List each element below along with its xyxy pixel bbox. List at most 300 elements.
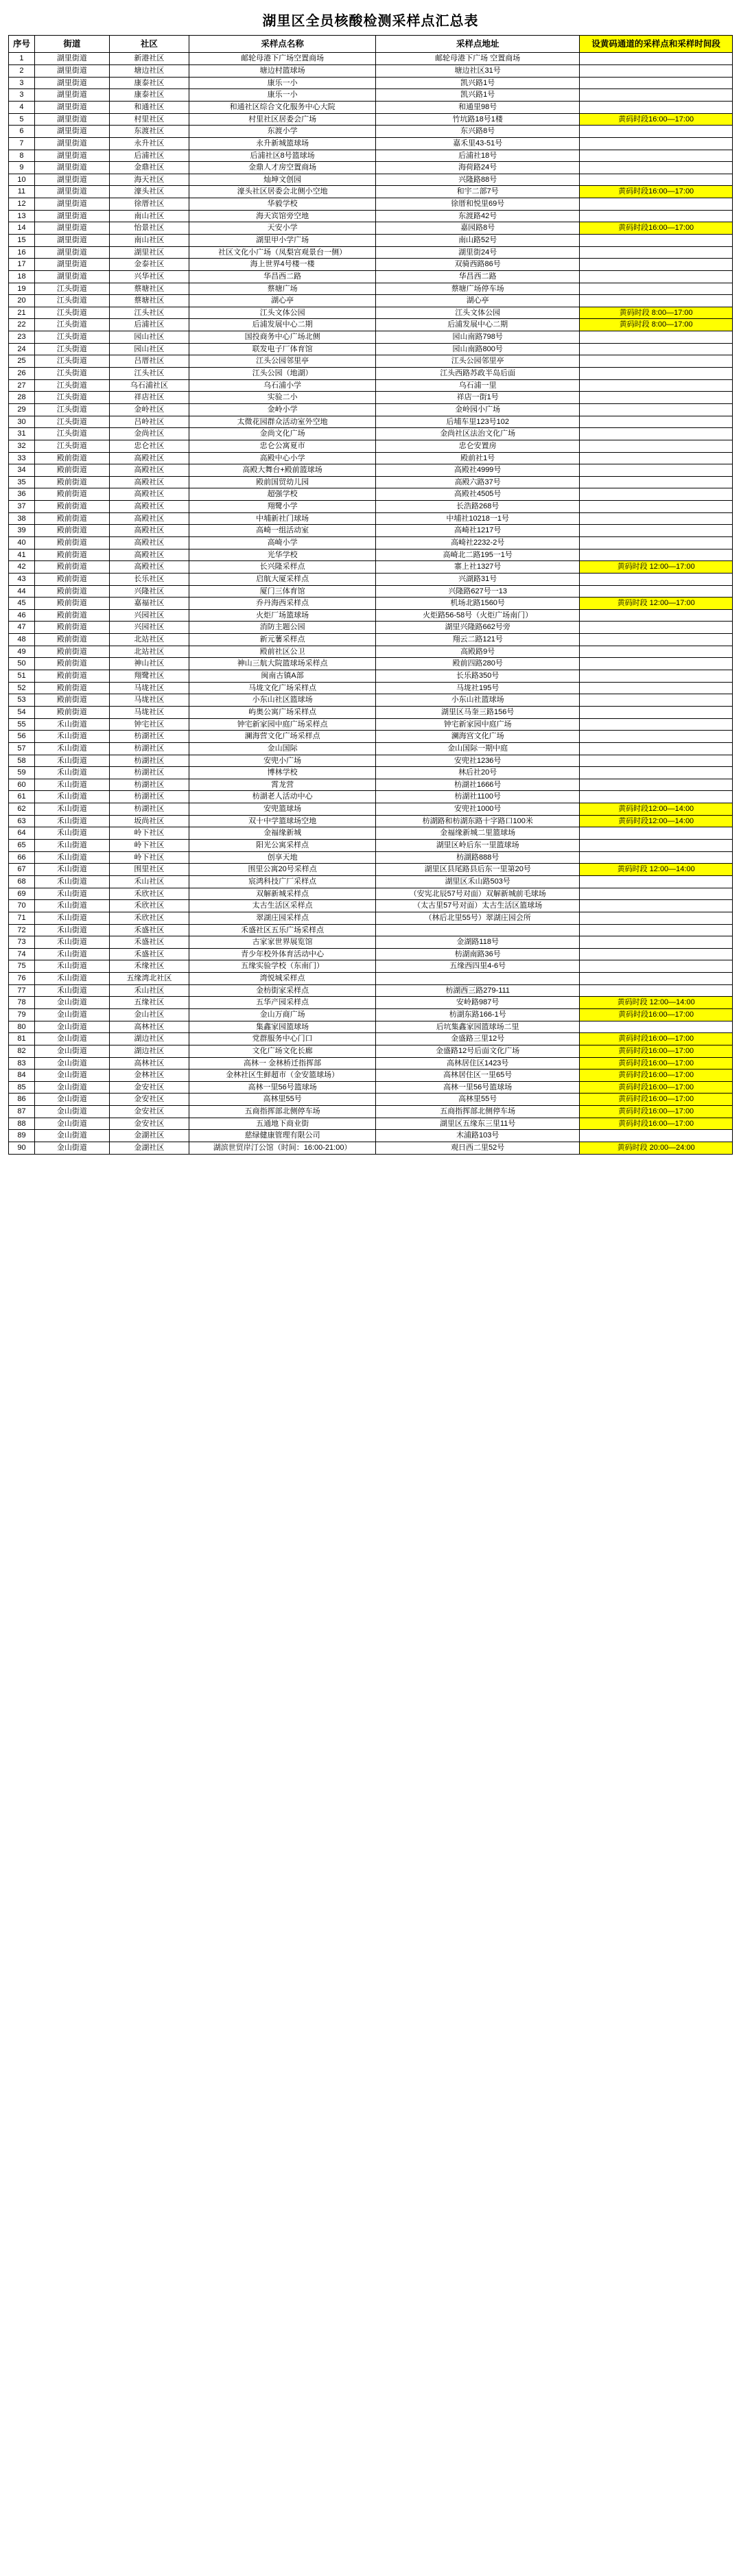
cell-site-name: 东渡小学 <box>189 126 376 138</box>
cell-yellow-code <box>580 755 733 767</box>
cell-site-name: 消防主题公园 <box>189 622 376 634</box>
table-row <box>9 343 733 355</box>
cell-street: 禾山街道 <box>34 815 109 827</box>
cell-site-name: 江头文体公园 <box>189 307 376 319</box>
cell-site-address: 忠仑安置房 <box>376 440 580 452</box>
cell-street: 江头街道 <box>34 307 109 319</box>
cell-site-name: 长兴隆采样点 <box>189 561 376 574</box>
cell-site-address: （太古里57号对面）太古生活区篮球场 <box>376 900 580 912</box>
table-row <box>9 658 733 670</box>
cell-site-name: 五缘实验学校（东南门） <box>189 960 376 973</box>
cell-yellow-code: 黄码时段16:00—17:00 <box>580 1033 733 1045</box>
cell-site-address: 嘉园路8号 <box>376 222 580 235</box>
cell-street: 金山街道 <box>34 1033 109 1045</box>
table-row <box>9 525 733 537</box>
cell-yellow-code <box>580 973 733 985</box>
cell-community: 岭下社区 <box>109 851 189 864</box>
cell-street: 殿前街道 <box>34 658 109 670</box>
table-row <box>9 368 733 380</box>
table-row <box>9 307 733 319</box>
cell-site-address: 后浦社18号 <box>376 150 580 162</box>
cell-community: 高林社区 <box>109 1021 189 1033</box>
table-row <box>9 864 733 876</box>
cell-yellow-code <box>580 343 733 355</box>
cell-community: 高殿社区 <box>109 512 189 525</box>
cell-yellow-code <box>580 549 733 561</box>
cell-community: 兴园社区 <box>109 609 189 622</box>
cell-site-address: 湖里区县尾路县后东一里第20号 <box>376 864 580 876</box>
cell-community: 高林社区 <box>109 1057 189 1070</box>
cell-street: 殿前街道 <box>34 476 109 488</box>
cell-community: 金安社区 <box>109 1118 189 1130</box>
cell-yellow-code <box>580 77 733 89</box>
cell-community: 禾缘社区 <box>109 960 189 973</box>
cell-site-address: 兴湖路31号 <box>376 573 580 585</box>
cell-community: 湖边社区 <box>109 1033 189 1045</box>
cell-index: 62 <box>9 803 35 816</box>
cell-site-address: 高崎社1217号 <box>376 525 580 537</box>
cell-yellow-code: 黄码时段12:00—14:00 <box>580 803 733 816</box>
cell-site-address: 钟宅新家园中庭广场 <box>376 718 580 731</box>
table-row <box>9 1057 733 1070</box>
cell-index: 61 <box>9 791 35 803</box>
cell-street: 金山街道 <box>34 1142 109 1155</box>
cell-street: 湖里街道 <box>34 234 109 246</box>
cell-yellow-code <box>580 525 733 537</box>
cell-site-name: 高崎小学 <box>189 537 376 550</box>
column-header-site-name: 采样点名称 <box>189 36 376 53</box>
cell-site-address: 枋湖路和枋湖东路十字路口100米 <box>376 815 580 827</box>
table-row <box>9 403 733 416</box>
cell-site-name: 光华学校 <box>189 549 376 561</box>
cell-community: 新港社区 <box>109 53 189 65</box>
cell-yellow-code <box>580 270 733 283</box>
cell-site-name: 启航大厦采样点 <box>189 573 376 585</box>
cell-yellow-code <box>580 89 733 102</box>
cell-site-name: 金鼎人才房空置商场 <box>189 162 376 174</box>
cell-street: 湖里街道 <box>34 222 109 235</box>
cell-site-name: 霄龙营 <box>189 779 376 791</box>
cell-index: 18 <box>9 270 35 283</box>
cell-community: 岭下社区 <box>109 840 189 852</box>
cell-site-address: 金岭园小广场 <box>376 403 580 416</box>
cell-site-name: 澜海营文化广场采样点 <box>189 731 376 743</box>
cell-yellow-code <box>580 537 733 550</box>
cell-site-address: 高林居住区1423号 <box>376 1057 580 1070</box>
cell-community: 马垅社区 <box>109 706 189 718</box>
document-page <box>0 0 741 1161</box>
cell-street: 殿前街道 <box>34 622 109 634</box>
cell-index: 89 <box>9 1130 35 1142</box>
cell-community: 东渡社区 <box>109 126 189 138</box>
cell-street: 禾山街道 <box>34 742 109 755</box>
table-row <box>9 77 733 89</box>
cell-index: 75 <box>9 960 35 973</box>
cell-site-name: 阳光公寓采样点 <box>189 840 376 852</box>
cell-index: 77 <box>9 984 35 997</box>
cell-yellow-code <box>580 283 733 295</box>
cell-site-address: 中埔社10218一1号 <box>376 512 580 525</box>
cell-index: 30 <box>9 416 35 428</box>
cell-site-name: 双十中学篮球场空地 <box>189 815 376 827</box>
cell-index: 9 <box>9 162 35 174</box>
cell-site-address <box>376 924 580 936</box>
cell-site-name: 乔丹海西采样点 <box>189 598 376 610</box>
table-row <box>9 355 733 368</box>
cell-index: 26 <box>9 368 35 380</box>
cell-site-name: 塘边村篮球场 <box>189 65 376 78</box>
cell-community: 和通社区 <box>109 101 189 113</box>
cell-index: 41 <box>9 549 35 561</box>
cell-community: 坂尚社区 <box>109 815 189 827</box>
cell-community: 金鼎社区 <box>109 162 189 174</box>
cell-yellow-code <box>580 924 733 936</box>
cell-street: 湖里街道 <box>34 270 109 283</box>
cell-street: 禾山街道 <box>34 912 109 924</box>
cell-street: 殿前街道 <box>34 706 109 718</box>
table-row <box>9 742 733 755</box>
cell-yellow-code <box>580 174 733 186</box>
cell-index: 3 <box>9 89 35 102</box>
cell-index: 86 <box>9 1094 35 1106</box>
cell-community: 枋湖社区 <box>109 755 189 767</box>
cell-street: 江头街道 <box>34 416 109 428</box>
cell-yellow-code: 黄码时段 8:00—17:00 <box>580 319 733 331</box>
cell-yellow-code <box>580 634 733 646</box>
cell-site-name: 高林里55号 <box>189 1094 376 1106</box>
cell-yellow-code <box>580 1130 733 1142</box>
cell-community: 乌石浦社区 <box>109 379 189 392</box>
cell-yellow-code <box>580 428 733 440</box>
cell-site-address: （安宪北辰57号对面）双解新城前毛球场 <box>376 888 580 900</box>
cell-yellow-code: 黄码时段16:00—17:00 <box>580 186 733 198</box>
column-header-site-address: 采样点地址 <box>376 36 580 53</box>
cell-yellow-code <box>580 658 733 670</box>
table-row <box>9 561 733 574</box>
cell-community: 金湖社区 <box>109 1142 189 1155</box>
cell-site-address: 五商指挥部北侧停车场 <box>376 1106 580 1118</box>
cell-index: 48 <box>9 634 35 646</box>
cell-site-address: 枋湖南路36号 <box>376 948 580 960</box>
cell-community: 翔鹭社区 <box>109 670 189 683</box>
cell-street: 江头街道 <box>34 392 109 404</box>
cell-site-name: 超强学校 <box>189 488 376 501</box>
table-row <box>9 476 733 488</box>
cell-community: 高殿社区 <box>109 488 189 501</box>
cell-index: 28 <box>9 392 35 404</box>
cell-street: 湖里街道 <box>34 150 109 162</box>
cell-site-name: 社区文化小广场（凤梨宫观景台一侧） <box>189 246 376 259</box>
cell-site-name: 中埔新社门球场 <box>189 512 376 525</box>
cell-site-address: 海荷路24号 <box>376 162 580 174</box>
cell-site-address: 安岭路987号 <box>376 997 580 1009</box>
table-row <box>9 585 733 598</box>
cell-site-name: 高崎一组活动室 <box>189 525 376 537</box>
cell-community: 金岭社区 <box>109 403 189 416</box>
cell-site-address: 江头西路苏政半岛后面 <box>376 368 580 380</box>
cell-community: 北站社区 <box>109 634 189 646</box>
cell-street: 殿前街道 <box>34 694 109 707</box>
table-row <box>9 997 733 1009</box>
cell-site-name: 创享天地 <box>189 851 376 864</box>
cell-street: 江头街道 <box>34 368 109 380</box>
cell-site-name: 海天宾馆旁空地 <box>189 210 376 222</box>
cell-site-address: 五缘西四里4-6号 <box>376 960 580 973</box>
cell-street: 湖里街道 <box>34 65 109 78</box>
table-row <box>9 767 733 779</box>
cell-yellow-code: 黄码时段16:00—17:00 <box>580 1118 733 1130</box>
cell-site-address: 园山南路798号 <box>376 331 580 344</box>
cell-community: 海天社区 <box>109 174 189 186</box>
cell-site-name: 华毅学校 <box>189 198 376 211</box>
cell-community: 五缘社区 <box>109 997 189 1009</box>
cell-yellow-code: 黄码时段16:00—17:00 <box>580 113 733 126</box>
cell-site-name: 五通地下商业街 <box>189 1118 376 1130</box>
cell-site-name: 太微花园群众活动室外空地 <box>189 416 376 428</box>
cell-community: 园山社区 <box>109 343 189 355</box>
cell-street: 殿前街道 <box>34 512 109 525</box>
cell-site-address: 寨上社1327号 <box>376 561 580 574</box>
cell-site-address: 湖里区马奎三路156号 <box>376 706 580 718</box>
cell-yellow-code: 黄码时段16:00—17:00 <box>580 1106 733 1118</box>
cell-index: 60 <box>9 779 35 791</box>
table-row <box>9 174 733 186</box>
table-row <box>9 840 733 852</box>
cell-index: 63 <box>9 815 35 827</box>
cell-yellow-code <box>580 53 733 65</box>
cell-yellow-code <box>580 488 733 501</box>
cell-yellow-code <box>580 137 733 150</box>
cell-index: 13 <box>9 210 35 222</box>
cell-street: 湖里街道 <box>34 53 109 65</box>
cell-site-address: 高林居住区一里65号 <box>376 1070 580 1082</box>
cell-community: 江头社区 <box>109 307 189 319</box>
cell-community: 枋湖社区 <box>109 779 189 791</box>
table-row <box>9 512 733 525</box>
cell-site-address: 高殿路9号 <box>376 646 580 658</box>
cell-index: 4 <box>9 101 35 113</box>
cell-community: 禾欣社区 <box>109 900 189 912</box>
cell-site-address: 凯兴路1号 <box>376 89 580 102</box>
cell-index: 58 <box>9 755 35 767</box>
cell-yellow-code <box>580 392 733 404</box>
cell-site-name: 安兜篮球场 <box>189 803 376 816</box>
cell-site-address: 金盛路三里12号 <box>376 1033 580 1045</box>
cell-street: 金山街道 <box>34 1021 109 1033</box>
cell-site-name: 屿奥公寓广场采样点 <box>189 706 376 718</box>
cell-index: 49 <box>9 646 35 658</box>
cell-yellow-code <box>580 126 733 138</box>
cell-community: 蔡塘社区 <box>109 295 189 307</box>
cell-community: 高殿社区 <box>109 549 189 561</box>
cell-index: 22 <box>9 319 35 331</box>
cell-site-name: 安兜小广场 <box>189 755 376 767</box>
cell-street: 江头街道 <box>34 403 109 416</box>
cell-street: 禾山街道 <box>34 767 109 779</box>
cell-index: 66 <box>9 851 35 864</box>
cell-yellow-code <box>580 452 733 464</box>
cell-yellow-code: 黄码时段12:00—14:00 <box>580 815 733 827</box>
table-row <box>9 1094 733 1106</box>
table-row <box>9 646 733 658</box>
cell-site-address: 兴隆路88号 <box>376 174 580 186</box>
cell-street: 禾山街道 <box>34 791 109 803</box>
cell-street: 禾山街道 <box>34 779 109 791</box>
table-row <box>9 210 733 222</box>
cell-yellow-code <box>580 331 733 344</box>
cell-community: 后浦社区 <box>109 319 189 331</box>
cell-site-address: 湖里区岭后东一里篮球场 <box>376 840 580 852</box>
cell-site-address: 和宇二部7号 <box>376 186 580 198</box>
cell-index: 64 <box>9 827 35 840</box>
cell-street: 湖里街道 <box>34 259 109 271</box>
cell-site-address: 高殿社4999号 <box>376 464 580 477</box>
table-row <box>9 150 733 162</box>
cell-index: 90 <box>9 1142 35 1155</box>
table-row <box>9 682 733 694</box>
cell-street: 禾山街道 <box>34 875 109 888</box>
table-row <box>9 573 733 585</box>
cell-site-name: 实验二小 <box>189 392 376 404</box>
cell-street: 金山街道 <box>34 997 109 1009</box>
cell-yellow-code: 黄码时段 12:00—14:00 <box>580 864 733 876</box>
cell-community: 岭下社区 <box>109 827 189 840</box>
cell-street: 湖里街道 <box>34 246 109 259</box>
cell-site-address: 双骑西路86号 <box>376 259 580 271</box>
table-row <box>9 137 733 150</box>
cell-site-name: 集鑫家园篮球场 <box>189 1021 376 1033</box>
cell-site-name: 厦门三体育馆 <box>189 585 376 598</box>
cell-site-name: 村里社区居委会广场 <box>189 113 376 126</box>
cell-street: 金山街道 <box>34 1094 109 1106</box>
cell-street: 湖里街道 <box>34 174 109 186</box>
cell-site-address: 长乐路350号 <box>376 670 580 683</box>
cell-index: 24 <box>9 343 35 355</box>
cell-yellow-code <box>580 379 733 392</box>
cell-street: 殿前街道 <box>34 670 109 683</box>
cell-yellow-code <box>580 403 733 416</box>
column-header-yellow-code: 设黄码通道的采样点和采样时间段 <box>580 36 733 53</box>
cell-site-address: 枋湖西三路279-111 <box>376 984 580 997</box>
cell-street: 金山街道 <box>34 1070 109 1082</box>
table-row <box>9 791 733 803</box>
cell-index: 78 <box>9 997 35 1009</box>
table-row <box>9 815 733 827</box>
table-row <box>9 960 733 973</box>
cell-index: 42 <box>9 561 35 574</box>
cell-street: 殿前街道 <box>34 537 109 550</box>
cell-site-name: 殿前社区公卫 <box>189 646 376 658</box>
cell-index: 47 <box>9 622 35 634</box>
cell-community: 后浦社区 <box>109 150 189 162</box>
cell-yellow-code <box>580 101 733 113</box>
cell-index: 5 <box>9 113 35 126</box>
cell-community: 枋湖社区 <box>109 803 189 816</box>
cell-site-name: 后浦发展中心二期 <box>189 319 376 331</box>
cell-index: 81 <box>9 1033 35 1045</box>
cell-community: 康泰社区 <box>109 89 189 102</box>
cell-site-name: 天安小学 <box>189 222 376 235</box>
cell-yellow-code <box>580 731 733 743</box>
cell-street: 殿前街道 <box>34 549 109 561</box>
cell-yellow-code <box>580 694 733 707</box>
cell-street: 禾山街道 <box>34 718 109 731</box>
cell-street: 殿前街道 <box>34 646 109 658</box>
cell-index: 21 <box>9 307 35 319</box>
cell-street: 江头街道 <box>34 428 109 440</box>
sampling-sites-table <box>8 35 733 1155</box>
table-row <box>9 936 733 949</box>
table-row <box>9 1070 733 1082</box>
table-row <box>9 609 733 622</box>
cell-street: 殿前街道 <box>34 452 109 464</box>
cell-site-name: 邮轮母港下广场空置商场 <box>189 53 376 65</box>
cell-site-address: 枋湖社1100号 <box>376 791 580 803</box>
table-row <box>9 198 733 211</box>
cell-site-address: 江头公园邻里亭 <box>376 355 580 368</box>
table-row <box>9 234 733 246</box>
cell-street: 湖里街道 <box>34 101 109 113</box>
table-row <box>9 428 733 440</box>
cell-site-name: 火炬厂场篮球场 <box>189 609 376 622</box>
table-row <box>9 295 733 307</box>
cell-site-name: 金山国际 <box>189 742 376 755</box>
cell-index: 56 <box>9 731 35 743</box>
table-row <box>9 101 733 113</box>
cell-index: 87 <box>9 1106 35 1118</box>
cell-site-address: 后坑集鑫家园篮球场二里 <box>376 1021 580 1033</box>
cell-site-name: 金尚文化广场 <box>189 428 376 440</box>
cell-index: 29 <box>9 403 35 416</box>
column-header-index: 序号 <box>9 36 35 53</box>
cell-yellow-code <box>580 512 733 525</box>
cell-street: 殿前街道 <box>34 501 109 513</box>
cell-yellow-code <box>580 585 733 598</box>
table-row <box>9 464 733 477</box>
cell-site-name: 慈绿健康管理有限公司 <box>189 1130 376 1142</box>
table-row <box>9 270 733 283</box>
cell-street: 湖里街道 <box>34 162 109 174</box>
cell-site-name: 金林社区生鲜超市（金安篮球场） <box>189 1070 376 1082</box>
table-row <box>9 537 733 550</box>
cell-site-name: 党群服务中心门口 <box>189 1033 376 1045</box>
cell-index: 40 <box>9 537 35 550</box>
table-row <box>9 331 733 344</box>
cell-site-address: 南山路52号 <box>376 234 580 246</box>
cell-site-name: 枋湖老人活动中心 <box>189 791 376 803</box>
cell-site-address: 林后社20号 <box>376 767 580 779</box>
cell-site-name: 高林一 金林桥迁指挥部 <box>189 1057 376 1070</box>
cell-site-address: 金山国际一期中庭 <box>376 742 580 755</box>
table-row <box>9 803 733 816</box>
cell-site-address: 殿前社1号 <box>376 452 580 464</box>
cell-street: 禾山街道 <box>34 924 109 936</box>
cell-site-address: 湖心亭 <box>376 295 580 307</box>
cell-community: 江头社区 <box>109 368 189 380</box>
cell-site-address: 华昌西二路 <box>376 270 580 283</box>
cell-community: 枋湖社区 <box>109 742 189 755</box>
cell-yellow-code: 黄码时段16:00—17:00 <box>580 1094 733 1106</box>
cell-index: 19 <box>9 283 35 295</box>
cell-yellow-code <box>580 984 733 997</box>
cell-street: 金山街道 <box>34 1118 109 1130</box>
table-row <box>9 706 733 718</box>
cell-street: 江头街道 <box>34 355 109 368</box>
cell-site-address: 木浦路103号 <box>376 1130 580 1142</box>
cell-street: 禾山街道 <box>34 936 109 949</box>
cell-index: 57 <box>9 742 35 755</box>
cell-index: 50 <box>9 658 35 670</box>
